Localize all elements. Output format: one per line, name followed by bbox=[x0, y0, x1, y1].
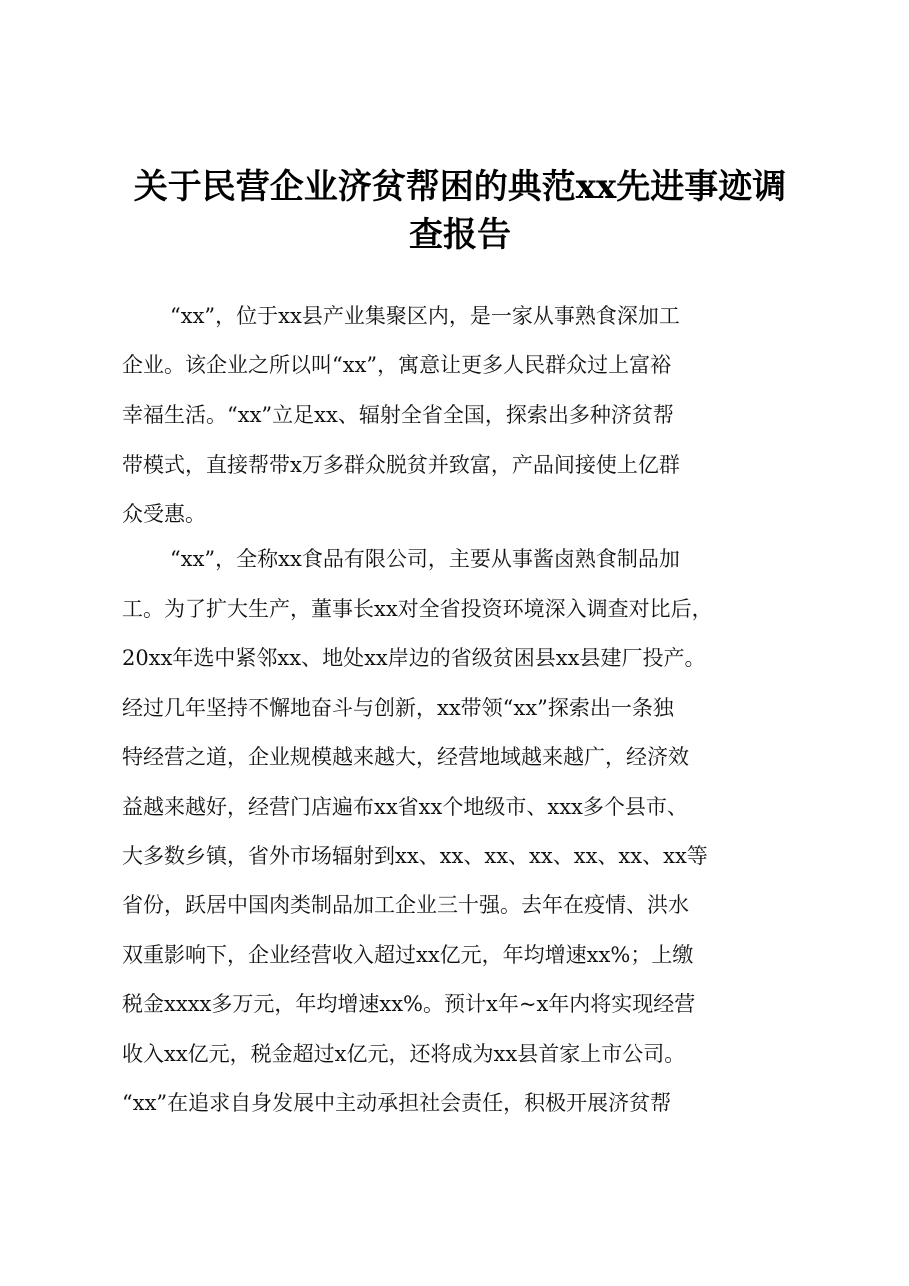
paragraph-2-line-12: “xx”在追求自身发展中主动承担社会责任，积极开展济贫帮 bbox=[122, 1091, 672, 1115]
paragraph-1-line-3: 幸福生活。“xx”立足xx、辐射全省全国，探索出多种济贫帮 bbox=[122, 403, 674, 427]
paragraph-1-line-4: 带模式，直接帮带x万多群众脱贫并致富，产品间接使上亿群 bbox=[122, 453, 680, 477]
paragraph-1-line-5: 众受惠。 bbox=[122, 502, 206, 526]
paragraph-2-line-1: “xx”，全称xx食品有限公司，主要从事酱卤熟食制品加 bbox=[170, 547, 680, 571]
paragraph-2-line-6: 益越来越好，经营门店遍布xx省xx个地级市、xxx多个县市、 bbox=[122, 795, 688, 819]
paragraph-2-line-10: 税金xxxx多万元，年均增速xx%。预计x年~x年内将实现经营 bbox=[122, 992, 696, 1016]
paragraph-2-line-11: 收入xx亿元，税金超过x亿元，还将成为xx县首家上市公司。 bbox=[122, 1042, 686, 1066]
paragraph-2-line-4: 经过几年坚持不懈地奋斗与创新，xx带领“xx”探索出一条独 bbox=[122, 696, 674, 720]
paragraph-2-line-8: 省份，跃居中国肉类制品加工企业三十强。去年在疫情、洪水 bbox=[122, 893, 689, 917]
document-title-line-2: 查报告 bbox=[409, 215, 511, 255]
document-title-line-1: 关于民营企业济贫帮困的典范xx先进事迹调 bbox=[133, 167, 787, 207]
paragraph-2-line-5: 特经营之道，企业规模越来越大，经营地域越来越广，经济效 bbox=[122, 745, 689, 769]
paragraph-2-line-3: 20xx年选中紧邻xx、地处xx岸边的省级贫困县xx县建厂投产。 bbox=[122, 646, 706, 670]
paragraph-1-line-2: 企业。该企业之所以叫“xx”，寓意让更多人民群众过上富裕 bbox=[122, 353, 672, 377]
paragraph-2-line-2: 工。为了扩大生产，董事长xx对全省投资环境深入调查对比后， bbox=[122, 597, 713, 621]
paragraph-1-line-1: “xx”，位于xx县产业集聚区内，是一家从事熟食深加工 bbox=[170, 304, 680, 328]
paragraph-2-line-7: 大多数乡镇，省外市场辐射到xx、xx、xx、xx、xx、xx、xx等 bbox=[122, 844, 708, 868]
paragraph-2-line-9: 双重影响下，企业经营收入超过xx亿元，年均增速xx%；上缴 bbox=[122, 943, 694, 967]
